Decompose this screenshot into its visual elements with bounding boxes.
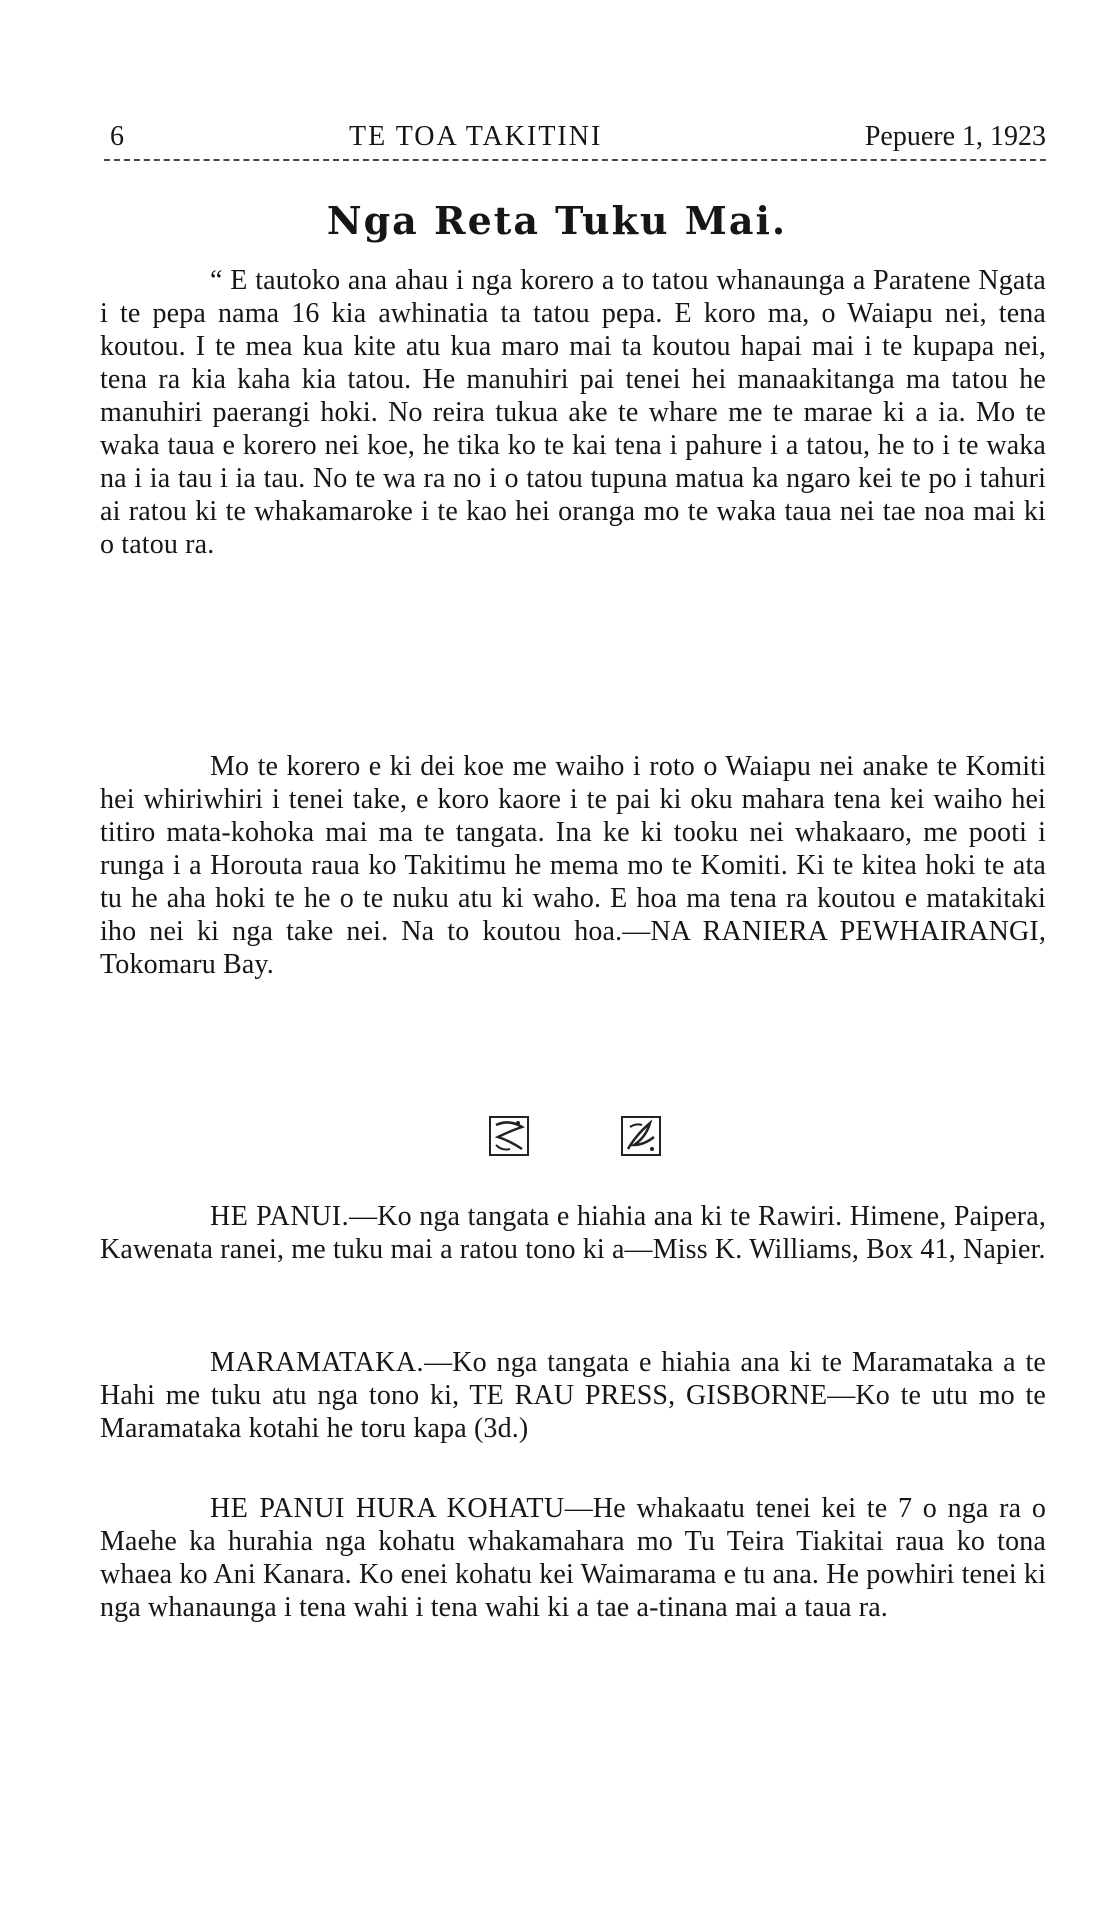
notice-heading: HE PANUI HURA KOHATU [210, 1493, 565, 1524]
letter-paragraph-2: Mo te korero e ki dei koe me waiho i roto o Waiapu nei anake te Komiti hei whiriwhiri i tenei take, e koro kaore i te pai ki oku mahara tena kei waiho hei titiro mata-kohoka mai ma te tangata. Ina ke ki tooku nei whakaaro, me pooti i runga i a Horouta raua ko Takitimu he mema mo te Komiti. Ki te kitea hoki te ata tu he aha hoki te he o te nuku atu ki waho. E hoa ma tena ra koutou e matakitaki iho nei ki nga take nei. Na to koutou hoa.—NA RANIERA PEWHAIRANGI, Tokomaru Bay. [100, 751, 1046, 980]
flourish-ornament-icon [488, 1115, 530, 1157]
letter-paragraph-1: “ E tautoko ana ahau i nga korero a to tatou whanaunga a Paratene Ngata i te pepa nama 16 kia awhinatia ta tatou pepa. E koro ma, o Waiapu nei, tena koutou. I te mea kua kite atu kua maro mai ta koutou hapai mai i te kupapa nei, tena ra kia kaha kia tatou. He manuhiri pai tenei hei manaakitanga ma tatou he manuhiri paerangi hoki. No reira tukua ake te whare me te marae ki a ia. Mo te waka taua e korero nei koe, he tika ko te kai tena i pahure i a tatou, he to i te waka na i ia tau i ia tau. No te wa ra no i o tatou tupuna matua ka ngaro kei te po i tahuri ai ratou ki te whakamaroke i te kao hei oranga mo te waka taua nei tae noa mai ki o tatou ra. [100, 265, 1046, 560]
notice-body: —Ko nga tangata e hiahia ana ki te Rawiri. Himene, Paipera, Kawenata ranei, me tuku mai a ratou tono ki a—Miss K. Williams, Box 41, Napier. [100, 1201, 1047, 1265]
header-divider [104, 159, 1046, 161]
publication-title: TE TOA TAKITINI [349, 121, 603, 152]
flourish-ornament-icon [620, 1115, 662, 1157]
notice-heading: MARAMATAKA. [210, 1347, 425, 1378]
notice-he-panui [100, 1200, 1046, 1266]
notice-body: —Ko nga tangata e hiahia ana ki te Maramataka a te Hahi me tuku atu nga tono ki, TE RAU PRESS, GISBORNE—Ko te utu mo te Maramataka kotahi he toru kapa (3d.) [100, 1347, 1046, 1444]
section-ornaments [0, 1115, 1114, 1163]
article-title: Nga Reta Tuku Mai. [326, 198, 788, 243]
notice-maramataka [100, 1346, 1046, 1445]
page-header [104, 112, 1046, 160]
issue-date: Pepuere 1, 1923 [864, 121, 1046, 152]
page-number: 6 [110, 121, 124, 152]
notice-heading: HE PANUI. [210, 1201, 350, 1232]
notice-body: —He whakaatu tenei kei te 7 o nga ra o Maehe ka hurahia nga kohatu whakamahara mo Tu Teira Tiakitai raua ko tona whaea ko Ani Kanara. Ko enei kohatu kei Waimarama e tu ana. He powhiri tenei ki nga whanaunga i tena wahi i tena wahi ki a tae a-tinana mai a taua ra. [100, 1493, 1046, 1623]
notice-hura-kohatu [100, 1492, 1046, 1624]
